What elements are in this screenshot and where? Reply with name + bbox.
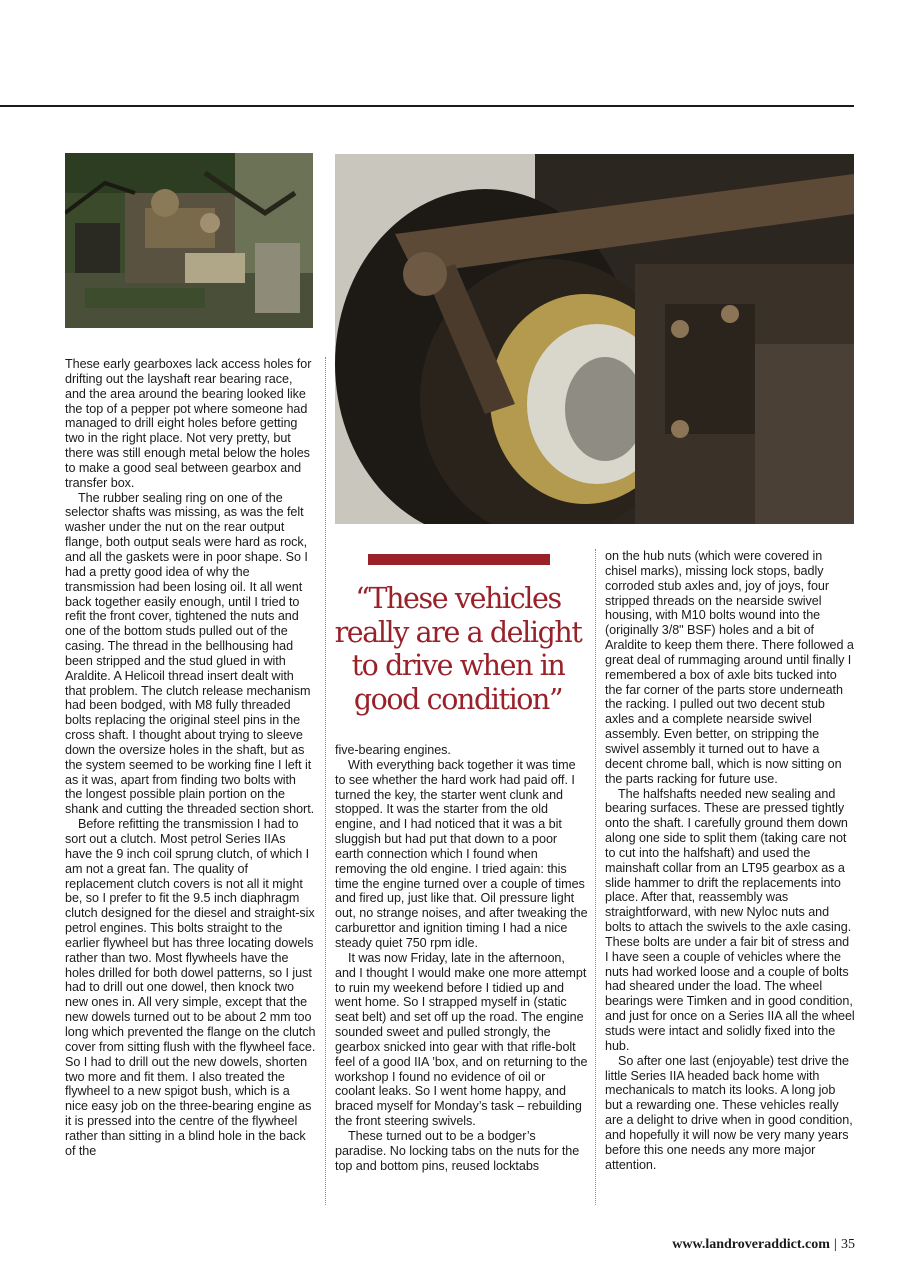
pull-quote: “These vehicles really are a delight to drive when in good condition”: [334, 582, 582, 716]
body-paragraph: The halfshafts needed new sealing and bearing surfaces. These are pressed tightly onto the shaft. I carefully ground them down along one side to split them (taking care not to cut into the halfshaft) and used the mainshaft collar from an LT95 gearbox as a slide hammer to drift the replacements into place. After that, reassembly was straightforward, with new Nyloc nuts and bolts to attach the swivels to the axle casing. These bolts are under a fair bit of stress and I have seen a couple of vehicles where the nuts had worked loose and a couple of bolts had sheared under the load. The wheel bearings were Timken and in good condition, and just for once on a Series IIA all the wheel studs were intact and solidly fixed into the hub.: [605, 786, 855, 1053]
header-rule: [0, 105, 854, 107]
article-column-2: [335, 743, 588, 1173]
engine-bay-photo: [65, 153, 313, 328]
body-paragraph: It was now Friday, late in the afternoon, and I thought I would make one more attempt to ruin my weekend before I tidied up and went home. So I strapped myself in (static seat belt) and set off up the road. The engine sounded sweet and pulled strongly, the gearbox snicked into gear with that rifle-bolt feel of a good IIA ’box, and on returning to the workshop I found no evidence of oil or coolant leaks. So I went home happy, and braced myself for Monday’s task – rebuilding the front steering swivels.: [335, 950, 588, 1129]
article-column-3: [605, 549, 855, 1172]
body-paragraph: Before refitting the transmission I had to sort out a clutch. Most petrol Series IIAs have the 9 inch coil sprung clutch, of which I am not a great fan. The quality of replacement clutch covers is not all it might be, so I prefer to fit the 9.5 inch diaphragm clutch designed for the diesel and straight-six petrol engines. This bolts straight to the earlier flywheel but has three locating dowels rather than two. Most flywheels have the holes drilled for both dowel patterns, so I just had to drill out one dowel, then knock two new ones in. All very simple, except that the new dowels turned out to be about 2 mm too long which prevented the flange on the clutch cover from sitting flush with the flywheel face. So I had to drill out the new dowels, shorten two more and fit them. I also treated the flywheel to a new spigot bush, which is a nice easy job on the three-bearing engine as it is pressed into the centre of the flywheel rather than sitting in a blind hole in the back of the: [65, 817, 316, 1158]
body-paragraph: on the hub nuts (which were covered in chisel marks), missing lock stops, badly corroded stub axles and, joy of joys, four stripped threads on the nearside swivel housing, with M10 bolts wound into the (originally 3/8" BSF) holes and a bit of Araldite to keep them there. There followed a great deal of rummaging around until finally I remembered a box of axle bits tucked into the far corner of the parts store underneath the racking. I pulled out two decent stub axles and a complete nearside swivel assembly. Even better, on stripping the swivel assembly it turned out to have a decent chrome ball, which is now sitting on the parts racking for future use.: [605, 549, 854, 786]
column-divider: [325, 357, 326, 1205]
column-divider: [595, 549, 596, 1205]
body-paragraph: These turned out to be a bodger’s paradise. No locking tabs on the nuts for the top and bottom pins, reused locktabs: [335, 1128, 580, 1173]
footer-separator: |: [833, 1237, 837, 1252]
page-footer: [672, 1237, 855, 1253]
body-paragraph: five-bearing engines.: [335, 743, 451, 757]
body-paragraph: With everything back together it was time to see whether the hard work had paid off. I turned the key, the starter went clunk and stopped. It was the starter from the old engine, and I had noticed that it was a bit sluggish but had put that down to a poor earth connection which I found when removing the old engine. I tried again: this time the engine turned over a couple of times and fired up, just like that. Oil pressure light out, no strange noises, and after tweaking the carburettor and ignition timing I had a nice steady quiet 750 rpm idle.: [335, 757, 588, 950]
article-column-1: [65, 357, 316, 1159]
body-paragraph: These early gearboxes lack access holes for drifting out the layshaft rear bearing race, and the area around the bearing looked like the top of a pepper pot where someone had managed to drill eight holes before getting two in the right place. Not very pretty, but there was still enough metal below the holes to make a good seal between gearbox and transfer box.: [65, 357, 312, 490]
pull-quote-bar: [368, 554, 550, 565]
page-number: 35: [841, 1237, 855, 1252]
body-paragraph: So after one last (enjoyable) test drive the little Series IIA headed back home with mechanicals to match its looks. A long job but a rewarding one. These vehicles really are a delight to drive when in good condition, and hopefully it will now be very many years before this one needs any more major attention.: [605, 1053, 853, 1172]
body-paragraph: The rubber sealing ring on one of the selector shafts was missing, as was the felt washer under the nut on the rear output flange, both output seals were hard as rock, and all the gaskets were in poor shape. So I had a pretty good idea of why the transmission had been losing oil. It all went back together easily enough, until I tried to refit the front cover, tightened the nuts and one of the bottom studs pulled out of the casing. The thread in the bellhousing had been stripped and the stud glued in with Araldite. A Helicoil thread insert dealt with that problem. The clutch release mechanism had been bodged, with M8 fully threaded bolts replacing the original steel pins in the cross shaft. I thought about trying to sleeve down the oversize holes in the shaft, but as the system seemed to be working fine I left it as it was, apart from finding two bolts with the longest possible plain portion on the shank and cutting the threaded section short.: [65, 490, 315, 817]
website-url: www.landroveraddict.com: [672, 1237, 830, 1252]
axle-hub-photo: [335, 154, 854, 524]
